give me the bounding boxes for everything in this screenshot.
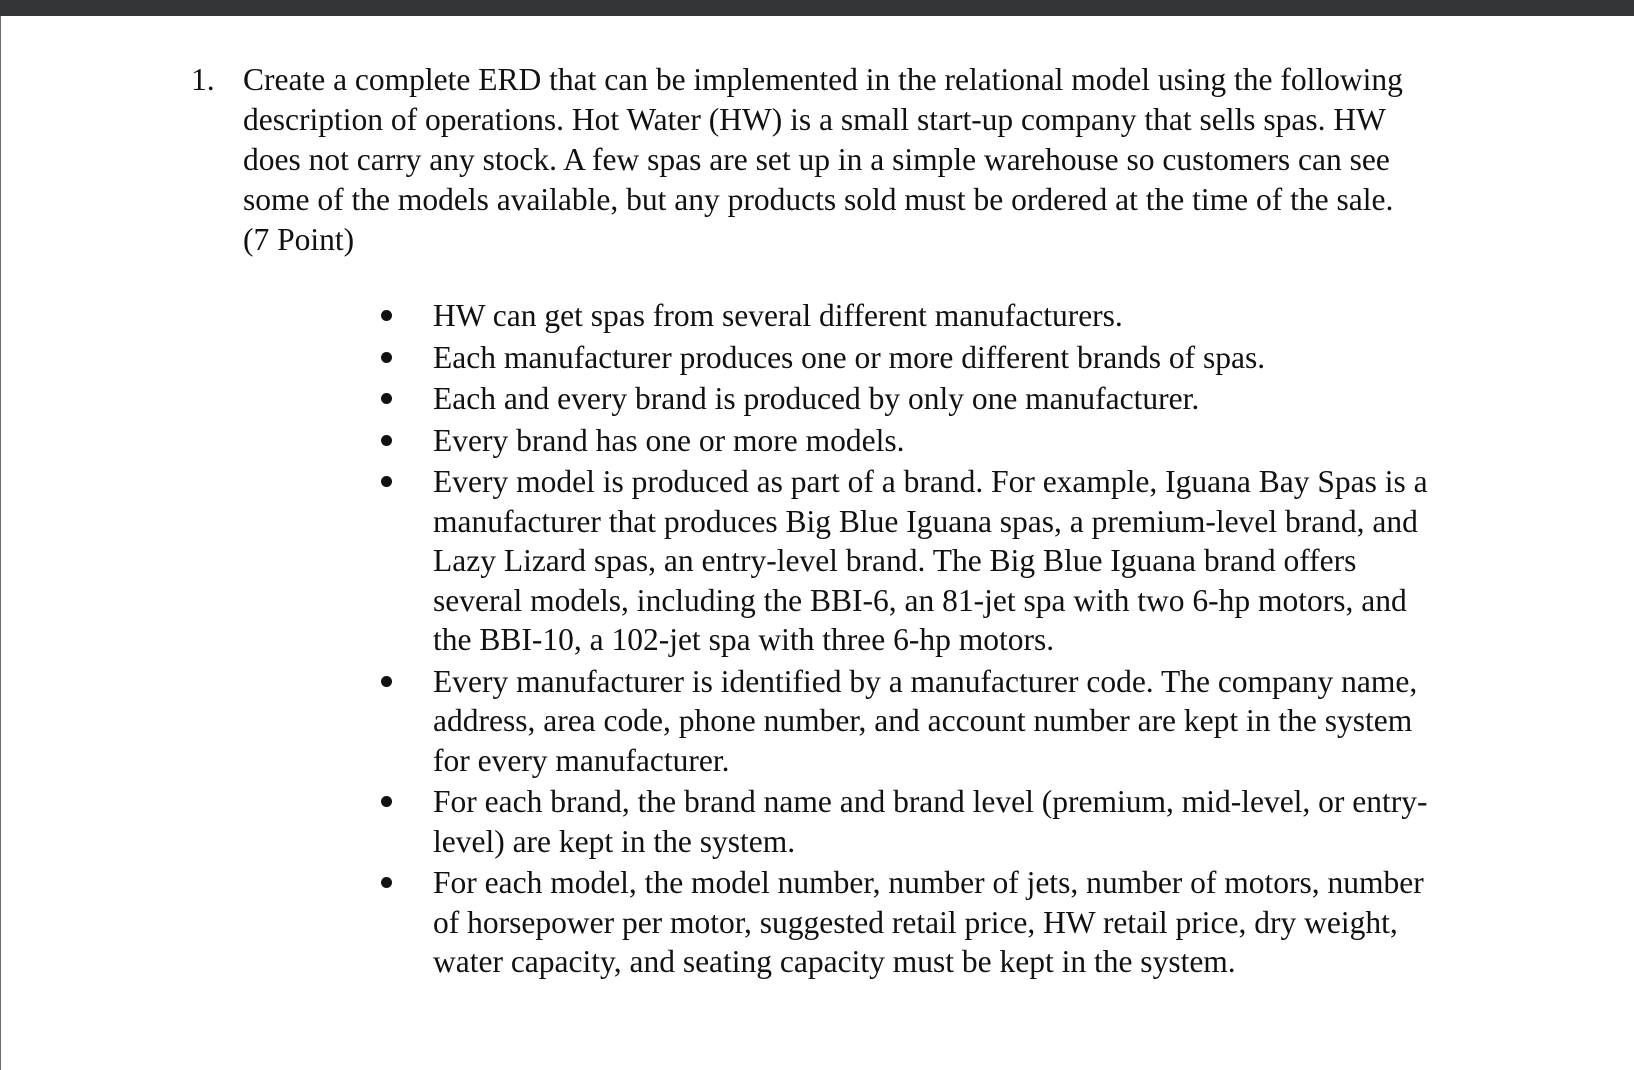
list-item	[381, 863, 1441, 982]
viewer-top-bar	[0, 0, 1634, 16]
document-page	[0, 16, 1634, 1070]
bullet-icon	[381, 352, 392, 363]
bullet-icon	[381, 877, 392, 888]
list-item-text: Each and every brand is produced by only one manufacturer.	[433, 381, 1200, 416]
bullet-icon	[381, 393, 392, 404]
question-body	[243, 60, 1431, 260]
list-item-text: Every brand has one or more models.	[433, 422, 905, 458]
list-item	[381, 338, 1441, 378]
bullet-icon	[381, 435, 392, 446]
requirements-list	[381, 296, 1441, 984]
list-item	[381, 782, 1441, 861]
list-item-text: HW can get spas from several different manufacturers.	[433, 298, 1123, 333]
question-text: Create a complete ERD that can be implemented in the relational model using the following description of operations. Hot Water (HW) is a small start-up company that sells spas. HW does not carry any stock. A few spas are set up in a simple warehouse so customers can see some of the models available, but any products sold must be ordered at the time of the sale.	[243, 62, 1403, 217]
question-points: (7 Point)	[243, 222, 355, 257]
bullet-icon	[381, 676, 392, 687]
bullet-icon	[381, 796, 392, 807]
list-item-text: For each brand, the brand name and brand level (premium, mid-level, or entry-level) are kept in the system.	[433, 784, 1428, 859]
list-item	[381, 296, 1441, 336]
list-item-text: Every model is produced as part of a brand. For example, Iguana Bay Spas is a manufacturer that produces Big Blue Iguana spas, a premium-level brand, and Lazy Lizard spas, an entry-level brand. The Big Blue Iguana brand offers several models, including the BBI-6, an 81-jet spa with two 6-hp motors, and the BBI-10, a 102-jet spa with three 6-hp motors.	[433, 464, 1428, 657]
list-item-text: Each manufacturer produces one or more different brands of spas.	[433, 339, 1266, 375]
list-item-text: For each model, the model number, number of jets, number of motors, number of horsepower per motor, suggested retail price, HW retail price, dry weight, water capacity, and seating capacity must be kept in the system.	[433, 865, 1424, 979]
list-item-text: Every manufacturer is identified by a manufacturer code. The company name, address, area code, phone number, and account number are kept in the system for every manufacturer.	[433, 663, 1418, 778]
list-item	[381, 421, 1441, 461]
bullet-icon	[381, 310, 392, 321]
question-number: 1.	[191, 62, 215, 97]
list-item	[381, 379, 1441, 419]
bullet-icon	[381, 476, 392, 487]
list-item	[381, 462, 1441, 660]
question-item	[191, 60, 1431, 260]
list-item	[381, 662, 1441, 781]
